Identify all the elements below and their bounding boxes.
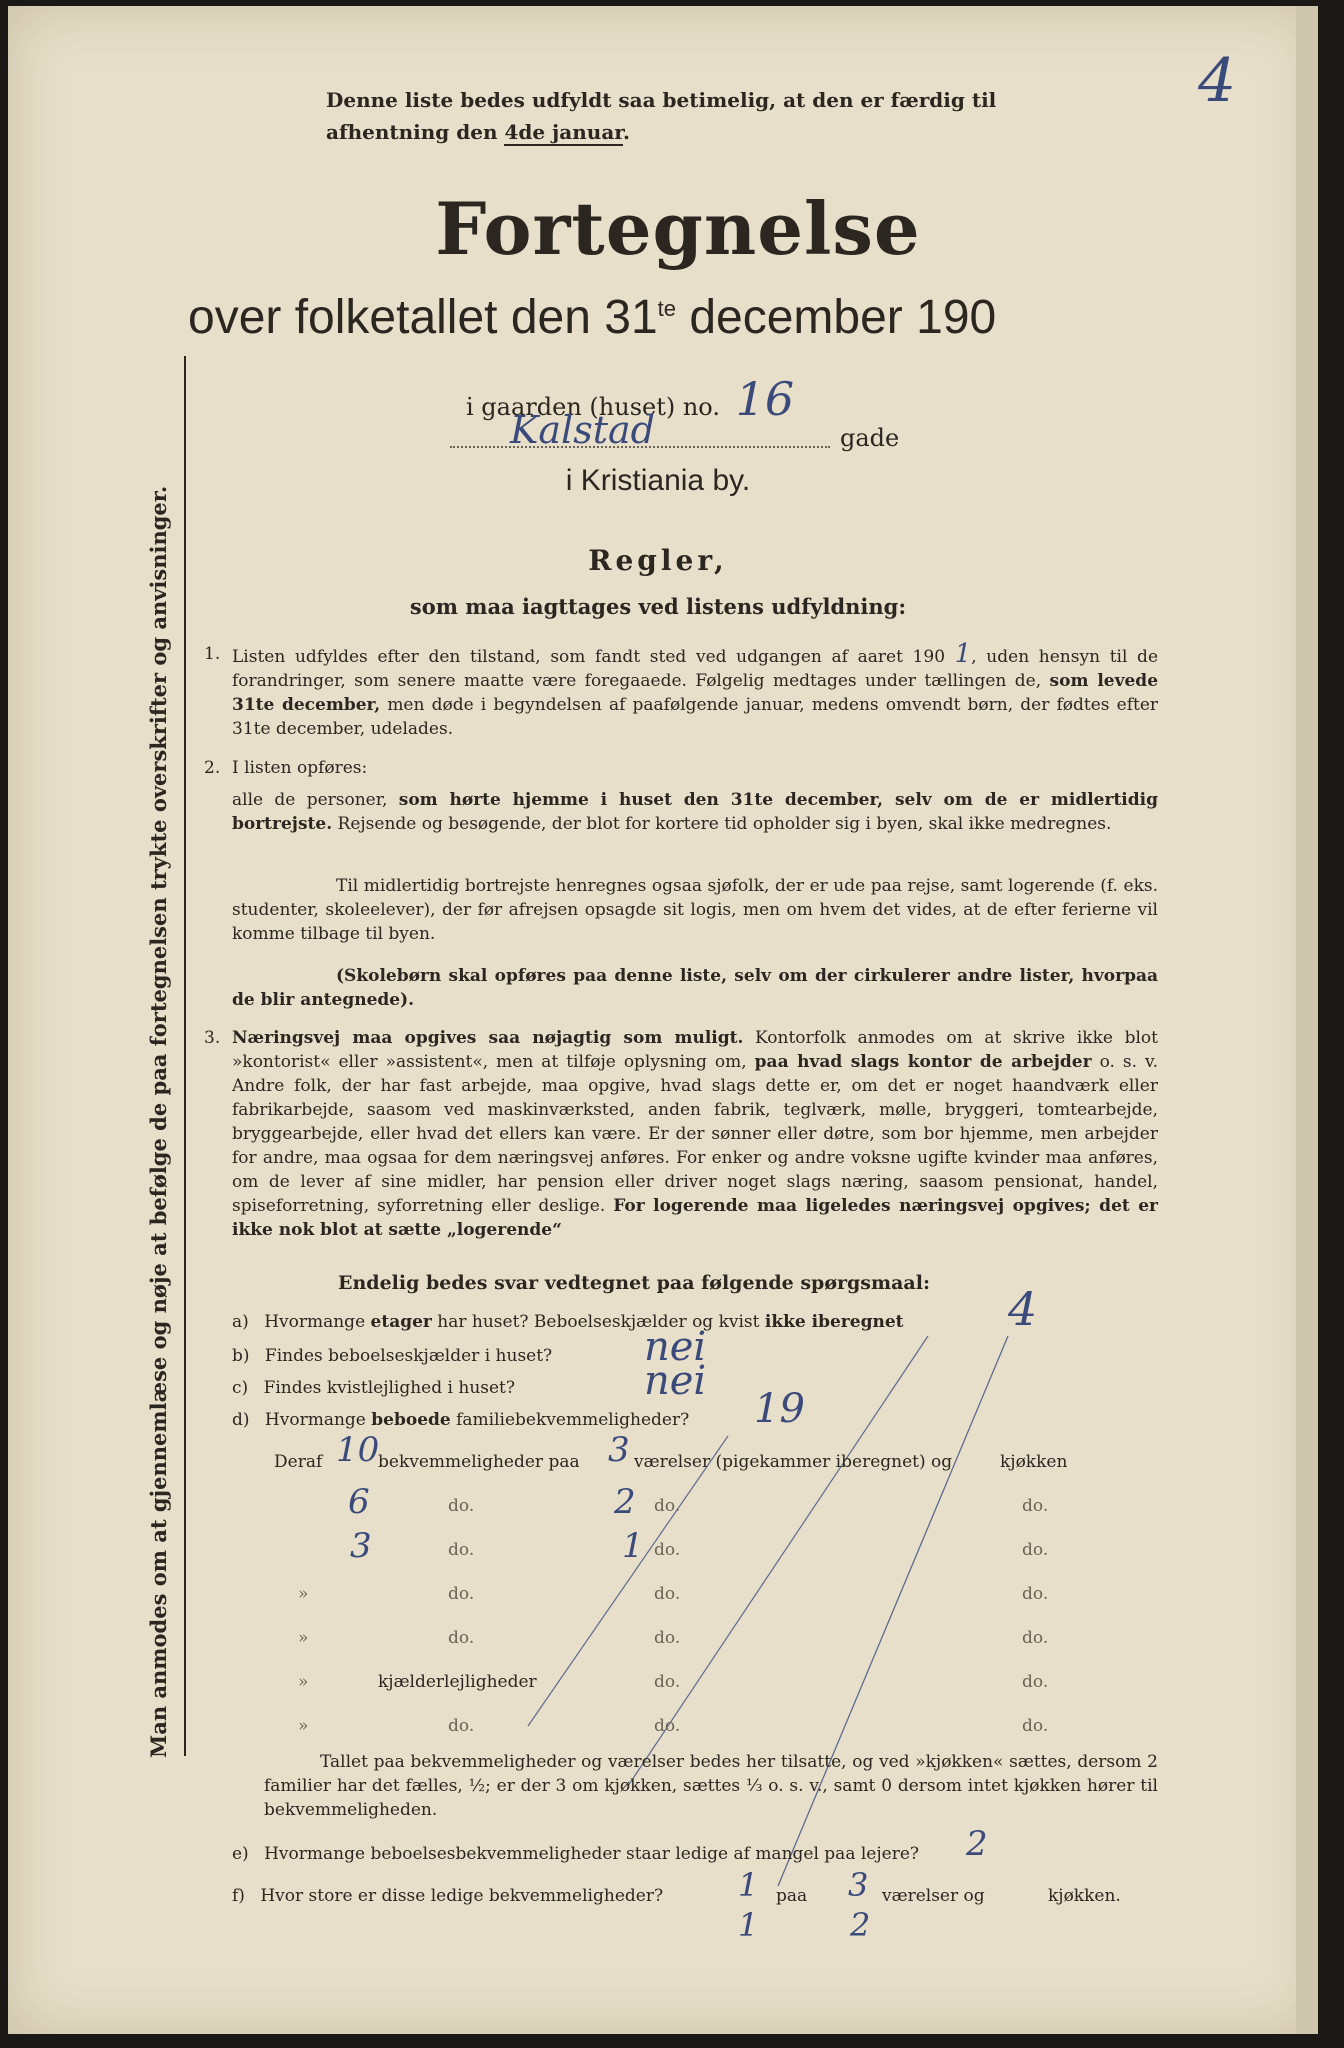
row7-ditto-1: do. — [448, 1716, 475, 1736]
row2-rooms: 2 — [614, 1482, 636, 1522]
row5-ditto-3: do. — [1022, 1628, 1049, 1648]
pickup-note: Denne liste bedes udfyldt saa betimelig, at den er færdig til afhentning den 4de januar. — [326, 88, 997, 144]
answer-c: nei — [644, 1358, 707, 1404]
question-f: f) Hvor store er disse ledige bekvemmeligheder? — [232, 1886, 664, 1906]
corner-page-mark: 4 — [1198, 46, 1237, 116]
table-col3: kjøkken — [1000, 1452, 1068, 1472]
row3-rooms: 1 — [622, 1526, 644, 1566]
rule-1: Listen udfyldes efter den tilstand, som fandt sted ved udgangen af aaret 190 1, uden hensyn til de forandringer, som senere maatte være foregaaede. Følgelig medtages under tællingen de, som levede 31te december, men døde i begyndelsen af paafølgende januar, medens omvendt børn, der fødtes efter 31te december, udelades. — [232, 639, 1159, 739]
row5-ditto-2: do. — [654, 1628, 681, 1648]
census-form-page — [8, 6, 1318, 2034]
street-name: Kalstad — [510, 408, 655, 452]
question-e: e) Hvormange beboelsesbekvemmeligheder staar ledige af mangel paa lejere? — [232, 1844, 919, 1864]
row6-ditto-2: do. — [654, 1672, 681, 1692]
f-row1-rooms: 3 — [848, 1866, 869, 1904]
row2-ditto-2: do. — [654, 1496, 681, 1516]
rule-2-number: 2. — [204, 758, 221, 778]
house-number-line: i gaarden (huset) no. 16 — [466, 372, 795, 426]
row7-ditto-2: do. — [654, 1716, 681, 1736]
row6-ditto-3: do. — [1022, 1672, 1049, 1692]
house-number: 16 — [735, 372, 795, 426]
f-row1-count: 1 — [738, 1866, 759, 1904]
page-title: Fortegnelse — [435, 186, 921, 271]
f-kitchen-label: kjøkken. — [1048, 1886, 1121, 1906]
f-rooms-label: værelser og — [882, 1886, 985, 1906]
f-paa: paa — [776, 1886, 808, 1906]
rule-2-intro: I listen opføres: — [232, 758, 368, 778]
row6-quote: » — [298, 1672, 309, 1692]
rule-3: Næringsvej maa opgives saa nøjagtig som muligt. Kontorfolk anmodes om at skrive ikke blot »kontorist« eller »assistent«, men at tilføje oplysning om, paa hvad slags kontor de arbejder o. s. v. Andre folk, der har fast arbejde, maa opgive, hvad slags dette er, om det er noget haandværk eller fabrikarbejde, saasom ved maskinværksted, anden fabrik, teglværk, mølle, bryggeri, tomtearbejde, bryggearbejde, eller hvad det ellers kan være. Er der sønner eller døtre, som bor hjemme, men arbejder for andre, maa ogsaa for dem næringsvej anføres. For enker og andre voksne ugifte kvinder maa anføres, om de lever af sine midler, har pension eller driver noget slags næring, saasom pensionat, handel, spiseforretning, syforretning eller deslige. For logerende maa ligeledes næringsvej opgives; det er ikke nok blot at sætte „logerende“ — [232, 1028, 1159, 1240]
questions-intro: Endelig bedes svar vedtegnet paa følgende spørgsmaal: — [338, 1272, 930, 1294]
f-row2-rooms: 2 — [850, 1906, 871, 1944]
row3-ditto-3: do. — [1022, 1540, 1049, 1560]
row4-quote: » — [298, 1584, 309, 1604]
answer-a: 4 — [1008, 1282, 1038, 1336]
row1-rooms: 3 — [608, 1430, 630, 1470]
answer-b: nei — [644, 1324, 707, 1370]
row3-ditto-2: do. — [654, 1540, 681, 1560]
street-line: Kalstad gade — [450, 408, 910, 454]
question-d: d) Hvormange beboede familiebekvemmeligheder? — [232, 1410, 690, 1430]
row7-quote: » — [298, 1716, 309, 1736]
rule-2-schoolchildren: (Skolebørn skal opføres paa denne liste, selv om der cirkulerer andre lister, hvorpaa de blir antegnede). — [232, 966, 1158, 1010]
row3-count: 3 — [350, 1526, 372, 1566]
rule-1-year: 1 — [954, 639, 972, 669]
row3-ditto-1: do. — [448, 1540, 475, 1560]
table-col1: bekvemmeligheder paa — [378, 1452, 580, 1472]
table-col2: værelser (pigekammer iberegnet) og — [634, 1452, 953, 1472]
answer-d: 19 — [754, 1386, 805, 1432]
pickup-date: 4de januar — [504, 120, 623, 144]
f-row2-count: 1 — [738, 1906, 759, 1944]
rule-2-absent: Til midlertidig bortrejste henregnes ogsaa sjøfolk, der er ude paa rejse, samt logerende (f. eks. studenter, skoleelever), der før afrejsen opsagde sit logis, men om hvem det vides, at de efter ferierne vil komme tilbage til byen. — [232, 876, 1158, 944]
row5-quote: » — [298, 1628, 309, 1648]
row2-ditto-1: do. — [448, 1496, 475, 1516]
row5-ditto-1: do. — [448, 1628, 475, 1648]
row4-ditto-1: do. — [448, 1584, 475, 1604]
rule-1-number: 1. — [204, 644, 221, 664]
row7-ditto-3: do. — [1022, 1716, 1049, 1736]
row2-count: 6 — [348, 1482, 370, 1522]
rules-subheading: som maa iagttages ved listens udfyldning: — [409, 594, 907, 619]
row4-ditto-2: do. — [654, 1584, 681, 1604]
table-deraf: Deraf — [274, 1452, 323, 1472]
kitchen-note: Tallet paa bekvemmeligheder og værelser bedes her tilsatte, og ved »kjøkken« sættes, dersom 2 familier har det fælles, ½; er der 3 om kjøkken, sættes ⅓ o. s. v., samt 0 dersom intet kjøkken hører til bekvemmeligheden. — [264, 1752, 1158, 1820]
rules-heading: Regler, — [588, 544, 728, 577]
basement-label: kjælderlejligheder — [378, 1672, 537, 1692]
side-instruction: Man anmodes om at gjennemlæse og nøje at befølge de paa fortegnelsen trykte overskrifter og anvisninger. — [146, 485, 171, 1758]
row2-ditto-3: do. — [1022, 1496, 1049, 1516]
census-subtitle: over folketallet den $31^{te}$ december 190 — [188, 291, 997, 344]
row4-ditto-3: do. — [1022, 1584, 1049, 1604]
question-a: a) Hvormange etager har huset? Beboelseskjælder og kvist ikke iberegnet — [232, 1312, 904, 1332]
city-line: i Kristiania by. — [565, 464, 751, 497]
question-b: b) Findes beboelseskjælder i huset? — [232, 1346, 553, 1366]
question-c: c) Findes kvistlejlighed i huset? — [232, 1378, 516, 1398]
rule-2-persons: alle de personer, som hørte hjemme i huset den 31te december, selv om de er midlertidig bortrejste. Rejsende og besøgende, der blot for kortere tid opholder sig i byen, skal ikke medregnes. — [232, 790, 1158, 834]
answer-e: 2 — [966, 1824, 988, 1864]
rule-3-number: 3. — [204, 1028, 221, 1048]
row1-count: 10 — [336, 1430, 380, 1470]
